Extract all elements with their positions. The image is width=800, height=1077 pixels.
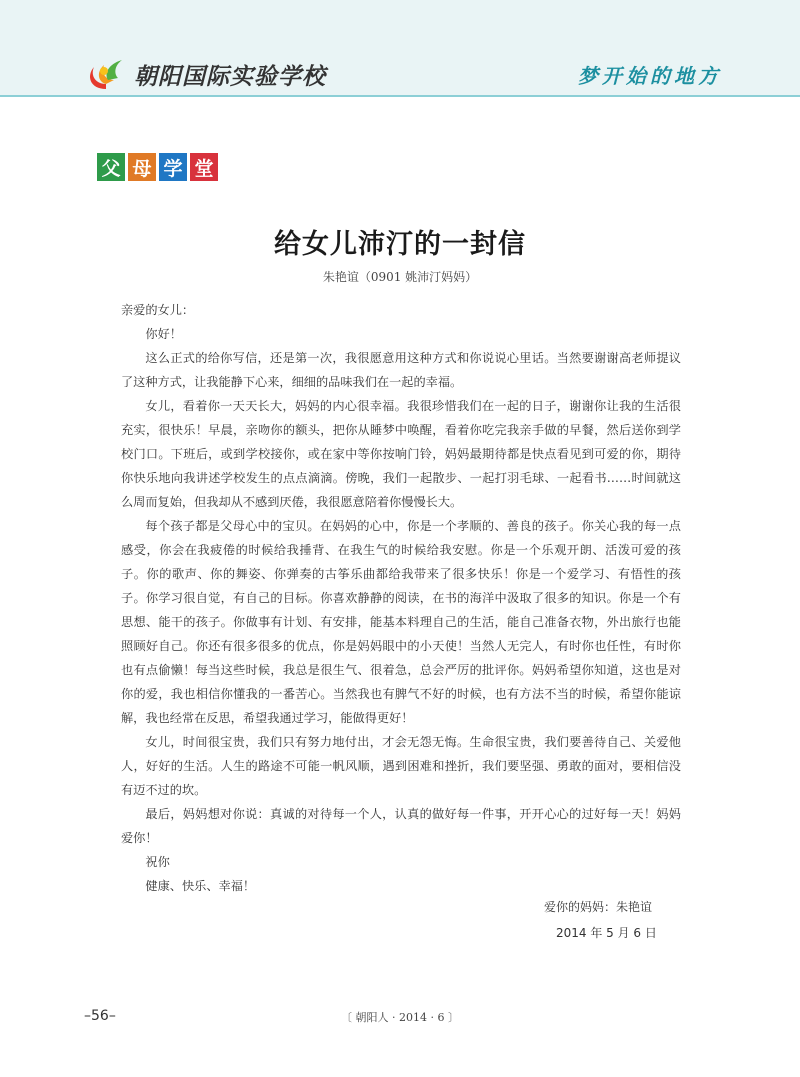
section-tag: 父 xyxy=(97,153,125,181)
paragraph: 最后，妈妈想对你说：真诚的对待每一个人，认真的做好每一件事，开开心心的过好每一天！妈妈爱你！ xyxy=(121,807,681,845)
school-name: 朝阳国际实验学校 xyxy=(134,63,326,90)
paragraph: 女儿，看着你一天天长大，妈妈的内心很幸福。我很珍惜我们在一起的日子，谢谢你让我的生活很充实，很快乐！早晨，亲吻你的额头，把你从睡梦中唤醒，看着你吃完我亲手做的早餐，然后送你到学校门口。下班后，或到学校接你，或在家中等你按响门铃，妈妈最期待都是快点看见到可爱的你，期待你快乐地向我讲述学校发生的点点滴滴。傍晚，我们一起散步、一起打羽毛球、一起看书……时间就这么周而复始，但我却从不感到厌倦，我很愿意陪着你慢慢长大。 xyxy=(121,399,681,509)
greeting: 你好！ xyxy=(145,327,182,341)
page-number: –56– xyxy=(84,1008,116,1024)
closing-blessing: 健康、快乐、幸福！ xyxy=(145,879,256,893)
section-tag: 堂 xyxy=(190,153,218,181)
letter-date: 2014 年 5 月 6 日 xyxy=(556,926,657,940)
signoff xyxy=(544,894,657,946)
letter-body xyxy=(121,298,681,898)
article-author: 朱艳谊（0901 姚沛汀妈妈） xyxy=(322,270,478,284)
paragraph: 女儿，时间很宝贵，我们只有努力地付出，才会无怨无悔。生命很宝贵，我们要善待自己、关爱他人，好好的生活。人生的路途不可能一帆风顺，遇到困难和挫折，我们要坚强、勇敢的面对，要相信没有迈不过的坎。 xyxy=(121,735,681,797)
closing-wish: 祝你 xyxy=(145,855,170,869)
school-logo-icon xyxy=(84,56,128,92)
article-title: 给女儿沛汀的一封信 xyxy=(274,229,526,260)
section-label xyxy=(97,153,218,181)
header-divider xyxy=(0,95,800,97)
salutation: 亲爱的女儿： xyxy=(121,303,195,317)
header-slogan: 梦开始的地方 xyxy=(578,64,722,88)
paragraph: 这么正式的给你写信，还是第一次，我很愿意用这种方式和你说说心里话。当然要谢谢高老师提议了这种方式，让我能静下心来，细细的品味我们在一起的幸福。 xyxy=(121,351,681,389)
magazine-issue: 〔 朝阳人 · 2014 · 6 〕 xyxy=(341,1011,459,1024)
paragraph: 每个孩子都是父母心中的宝贝。在妈妈的心中，你是一个孝顺的、善良的孩子。你关心我的每一点感受，你会在我疲倦的时候给我捶背、在我生气的时候给我安慰。你是一个乐观开朗、活泼可爱的孩子。你的歌声、你的舞姿、你弹奏的古筝乐曲都给我带来了很多快乐！你是一个爱学习、有悟性的孩子。你学习很自觉，有自己的目标。你喜欢静静的阅读，在书的海洋中汲取了很多的知识。你是一个有思想、能干的孩子。你做事有计划、有安排，能基本料理自己的生活，能自己准备衣物，外出旅行也能照顾好自己。你还有很多很多的优点，你是妈妈眼中的小天使！当然人无完人，有时你也任性，有时你也有点偷懒！每当这些时候，我总是很生气、很着急，总会严厉的批评你。妈妈希望你知道，这也是对你的爱，我也相信你懂我的一番苦心。当然我也有脾气不好的时候，也有方法不当的时候，希望你能谅解，我也经常在反思，希望我通过学习，能做得更好！ xyxy=(121,519,681,725)
section-tag: 学 xyxy=(159,153,187,181)
section-tag: 母 xyxy=(128,153,156,181)
signature: 爱你的妈妈：朱艳谊 xyxy=(544,900,653,914)
